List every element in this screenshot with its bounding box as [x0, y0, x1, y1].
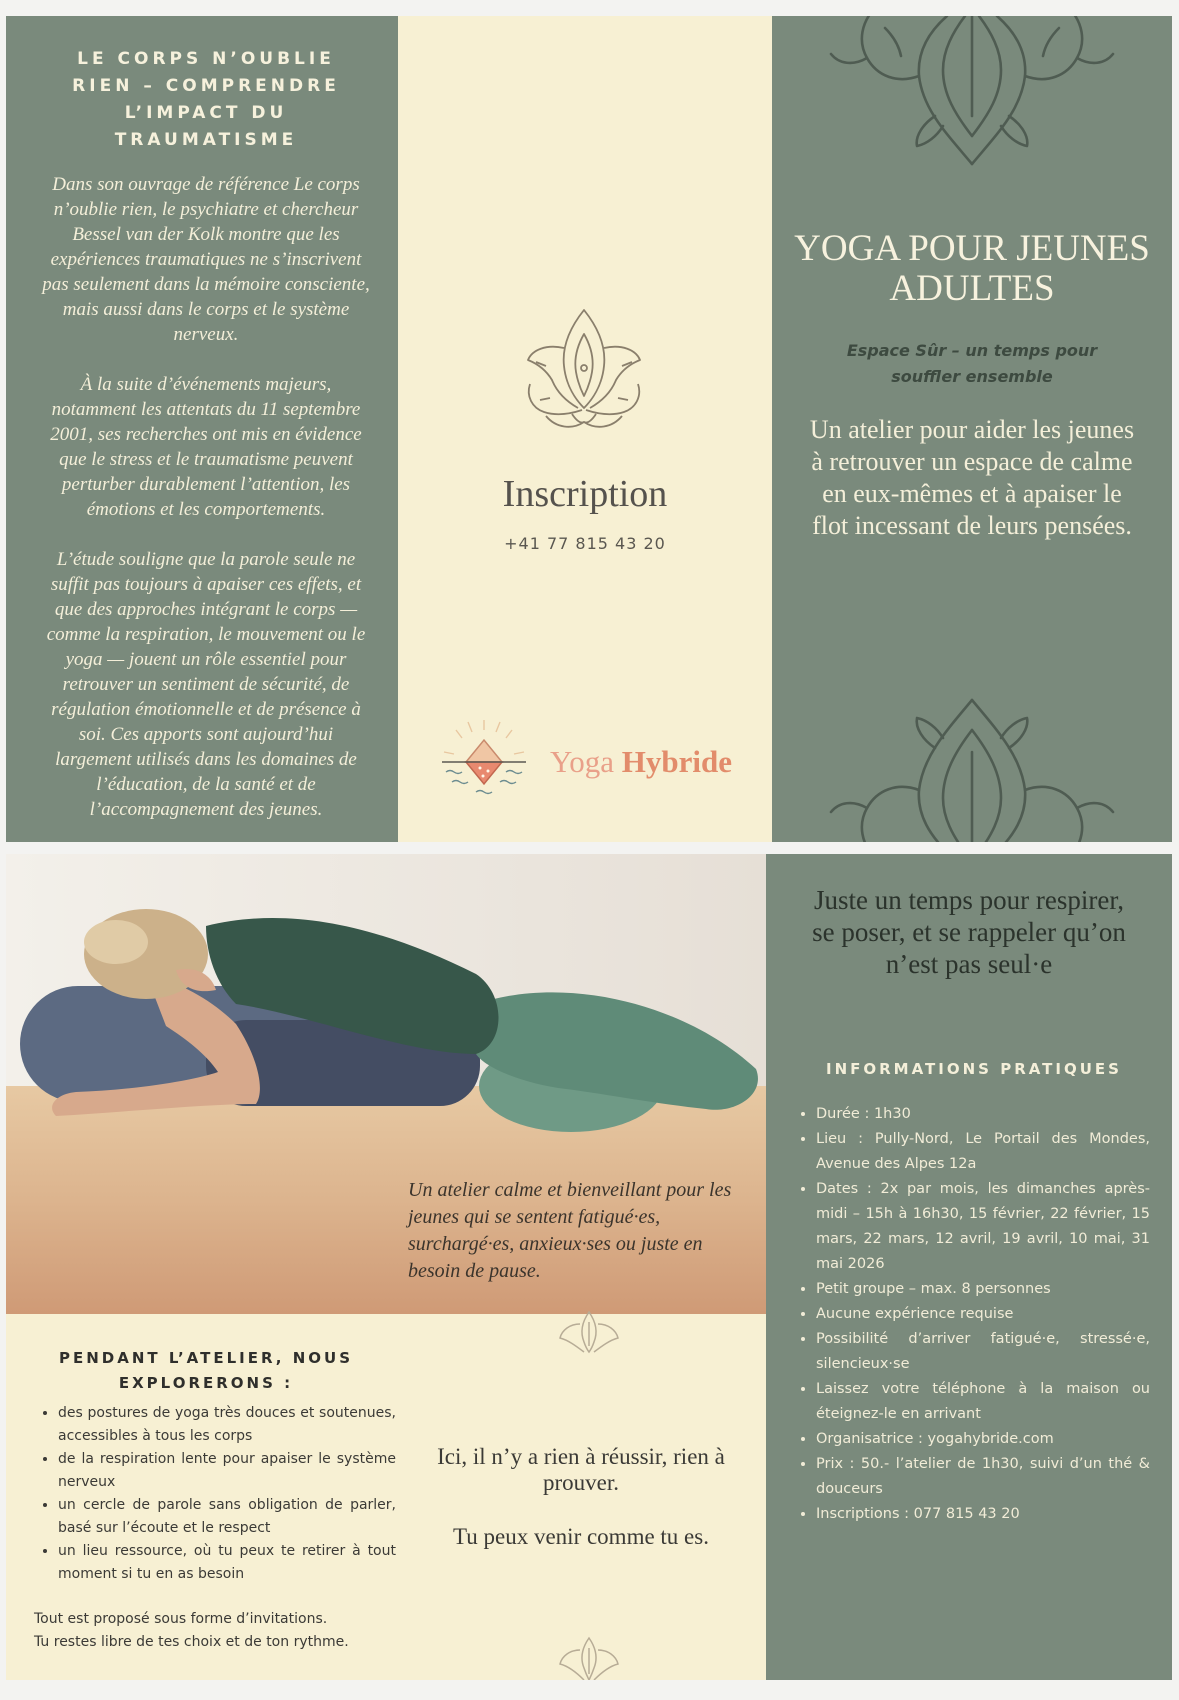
brand-suffix: Hybride: [621, 744, 733, 779]
info-item-duration: • Durée : 1h30: [816, 1102, 1150, 1127]
list-item: • un cercle de parole sans obligation de parler, basé sur l’écoute et le respect: [58, 1494, 396, 1540]
inscription-title: Inscription: [502, 473, 668, 515]
yoga-hybride-logo-icon: [436, 716, 532, 802]
quote-come-as-you-are: Tu peux venir comme tu es.: [453, 1524, 709, 1549]
intro-text: Un atelier pour aider les jeunes à retrouver un espace de calme en eux-mêmes et à apaiser le flot incessant de leurs pensées.: [809, 415, 1135, 540]
lotus-icon: [554, 1310, 624, 1356]
trauma-panel: [6, 16, 398, 842]
info-item-registration[interactable]: • Inscriptions : 077 815 43 20: [816, 1502, 1150, 1527]
explore-title: PENDANT L’ATELIER, NOUS EXPLORERONS :: [58, 1349, 353, 1392]
main-title: YOGA POUR JEUNES ADULTES: [794, 228, 1150, 309]
info-title: INFORMATIONS PRATIQUES: [826, 1060, 1122, 1078]
explore-list: [32, 1402, 396, 1586]
brand-prefix: Yoga: [550, 744, 615, 779]
trauma-title: LE CORPS N’OUBLIE RIEN – COMPRENDRE L’IMPACT DU TRAUMATISME: [72, 49, 340, 150]
quote-nothing-to-prove: Ici, il n’y a rien à réussir, rien à prouver.: [437, 1444, 725, 1495]
info-item-arrival: • Possibilité d’arriver fatigué·e, stressé·e, silencieux·se: [816, 1327, 1150, 1377]
info-item-experience: • Aucune expérience requise: [816, 1302, 1150, 1327]
trauma-paragraph-2: À la suite d’événements majeurs, notamment les attentats du 11 septembre 2001, ses recherches ont mis en évidence que le stress et le traumatisme peuvent perturber durablement l’attention, les émotions et les comportements.: [50, 374, 362, 520]
info-item-group-size: • Petit groupe – max. 8 personnes: [816, 1277, 1150, 1302]
info-list: [794, 1102, 1150, 1527]
inscription-panel: [398, 16, 772, 842]
explore-note-line-2: Tu restes libre de tes choix et de ton rythme.: [34, 1634, 349, 1650]
brand-name: [550, 744, 732, 780]
lotus-ornament-icon: [827, 686, 1117, 842]
info-panel: [766, 854, 1172, 1680]
info-item-price: • Prix : 50.- l’atelier de 1h30, suivi d’un thé & douceurs: [816, 1452, 1150, 1502]
cover-panel: [772, 16, 1172, 842]
list-item: • de la respiration lente pour apaiser le système nerveux: [58, 1448, 396, 1494]
explore-note: [34, 1608, 374, 1654]
explore-note-line-1: Tout est proposé sous forme d’invitations.: [34, 1611, 328, 1627]
info-item-phone-policy: • Laissez votre téléphone à la maison ou éteignez-le en arrivant: [816, 1377, 1150, 1427]
workshop-panel: [6, 1314, 766, 1680]
info-item-dates: • Dates : 2x par mois, les dimanches après-midi – 15h à 16h30, 15 février, 22 février, 15 mars, 22 mars, 12 avril, 19 avril, 10 mai, 31 mai 2026: [816, 1177, 1150, 1277]
subtitle: Espace Sûr – un temps pour souffler ensemble: [846, 341, 1098, 386]
trauma-paragraph-1: Dans son ouvrage de référence Le corps n’oublie rien, le psychiatre et chercheur Bessel van der Kolk montre que les expériences traumatiques ne s’inscrivent pas seulement dans la mémoire consciente, mais aussi dans le corps et le système nerveux.: [42, 174, 370, 345]
lotus-ornament-icon: [827, 16, 1117, 176]
lotus-icon: [554, 1634, 624, 1680]
trauma-paragraph-3: L’étude souligne que la parole seule ne suffit pas toujours à apaiser ces effets, et que des approches intégrant le corps — comme la respiration, le mouvement ou le yoga — jouent un rôle essentiel pour retrouver un sentiment de sécurité, de régulation émotionnelle et de présence à soi. Ces apports sont aujourd’hui largement utilisés dans les domaines de l’éducation, de la santé et de l’accompagnement des jeunes.: [46, 549, 366, 820]
info-heading: Juste un temps pour respirer, se poser, et se rappeler qu’on n’est pas seul·e: [812, 885, 1126, 979]
lotus-icon: [516, 304, 652, 434]
list-item: • des postures de yoga très douces et soutenues, accessibles à tous les corps: [58, 1402, 396, 1448]
list-item: • un lieu ressource, où tu peux te retirer à tout moment si tu en as besoin: [58, 1540, 396, 1586]
info-item-location: • Lieu : Pully-Nord, Le Portail des Mondes, Avenue des Alpes 12a: [816, 1127, 1150, 1177]
yoga-photo: [6, 854, 766, 1314]
inscription-phone[interactable]: +41 77 815 43 20: [504, 534, 666, 553]
photo-caption: Un atelier calme et bienveillant pour les jeunes qui se sentent fatigué·es, surchargé·es, anxieux·ses ou juste en besoin de pause.: [408, 1179, 732, 1282]
info-item-organizer[interactable]: • Organisatrice : yogahybride.com: [816, 1427, 1150, 1452]
